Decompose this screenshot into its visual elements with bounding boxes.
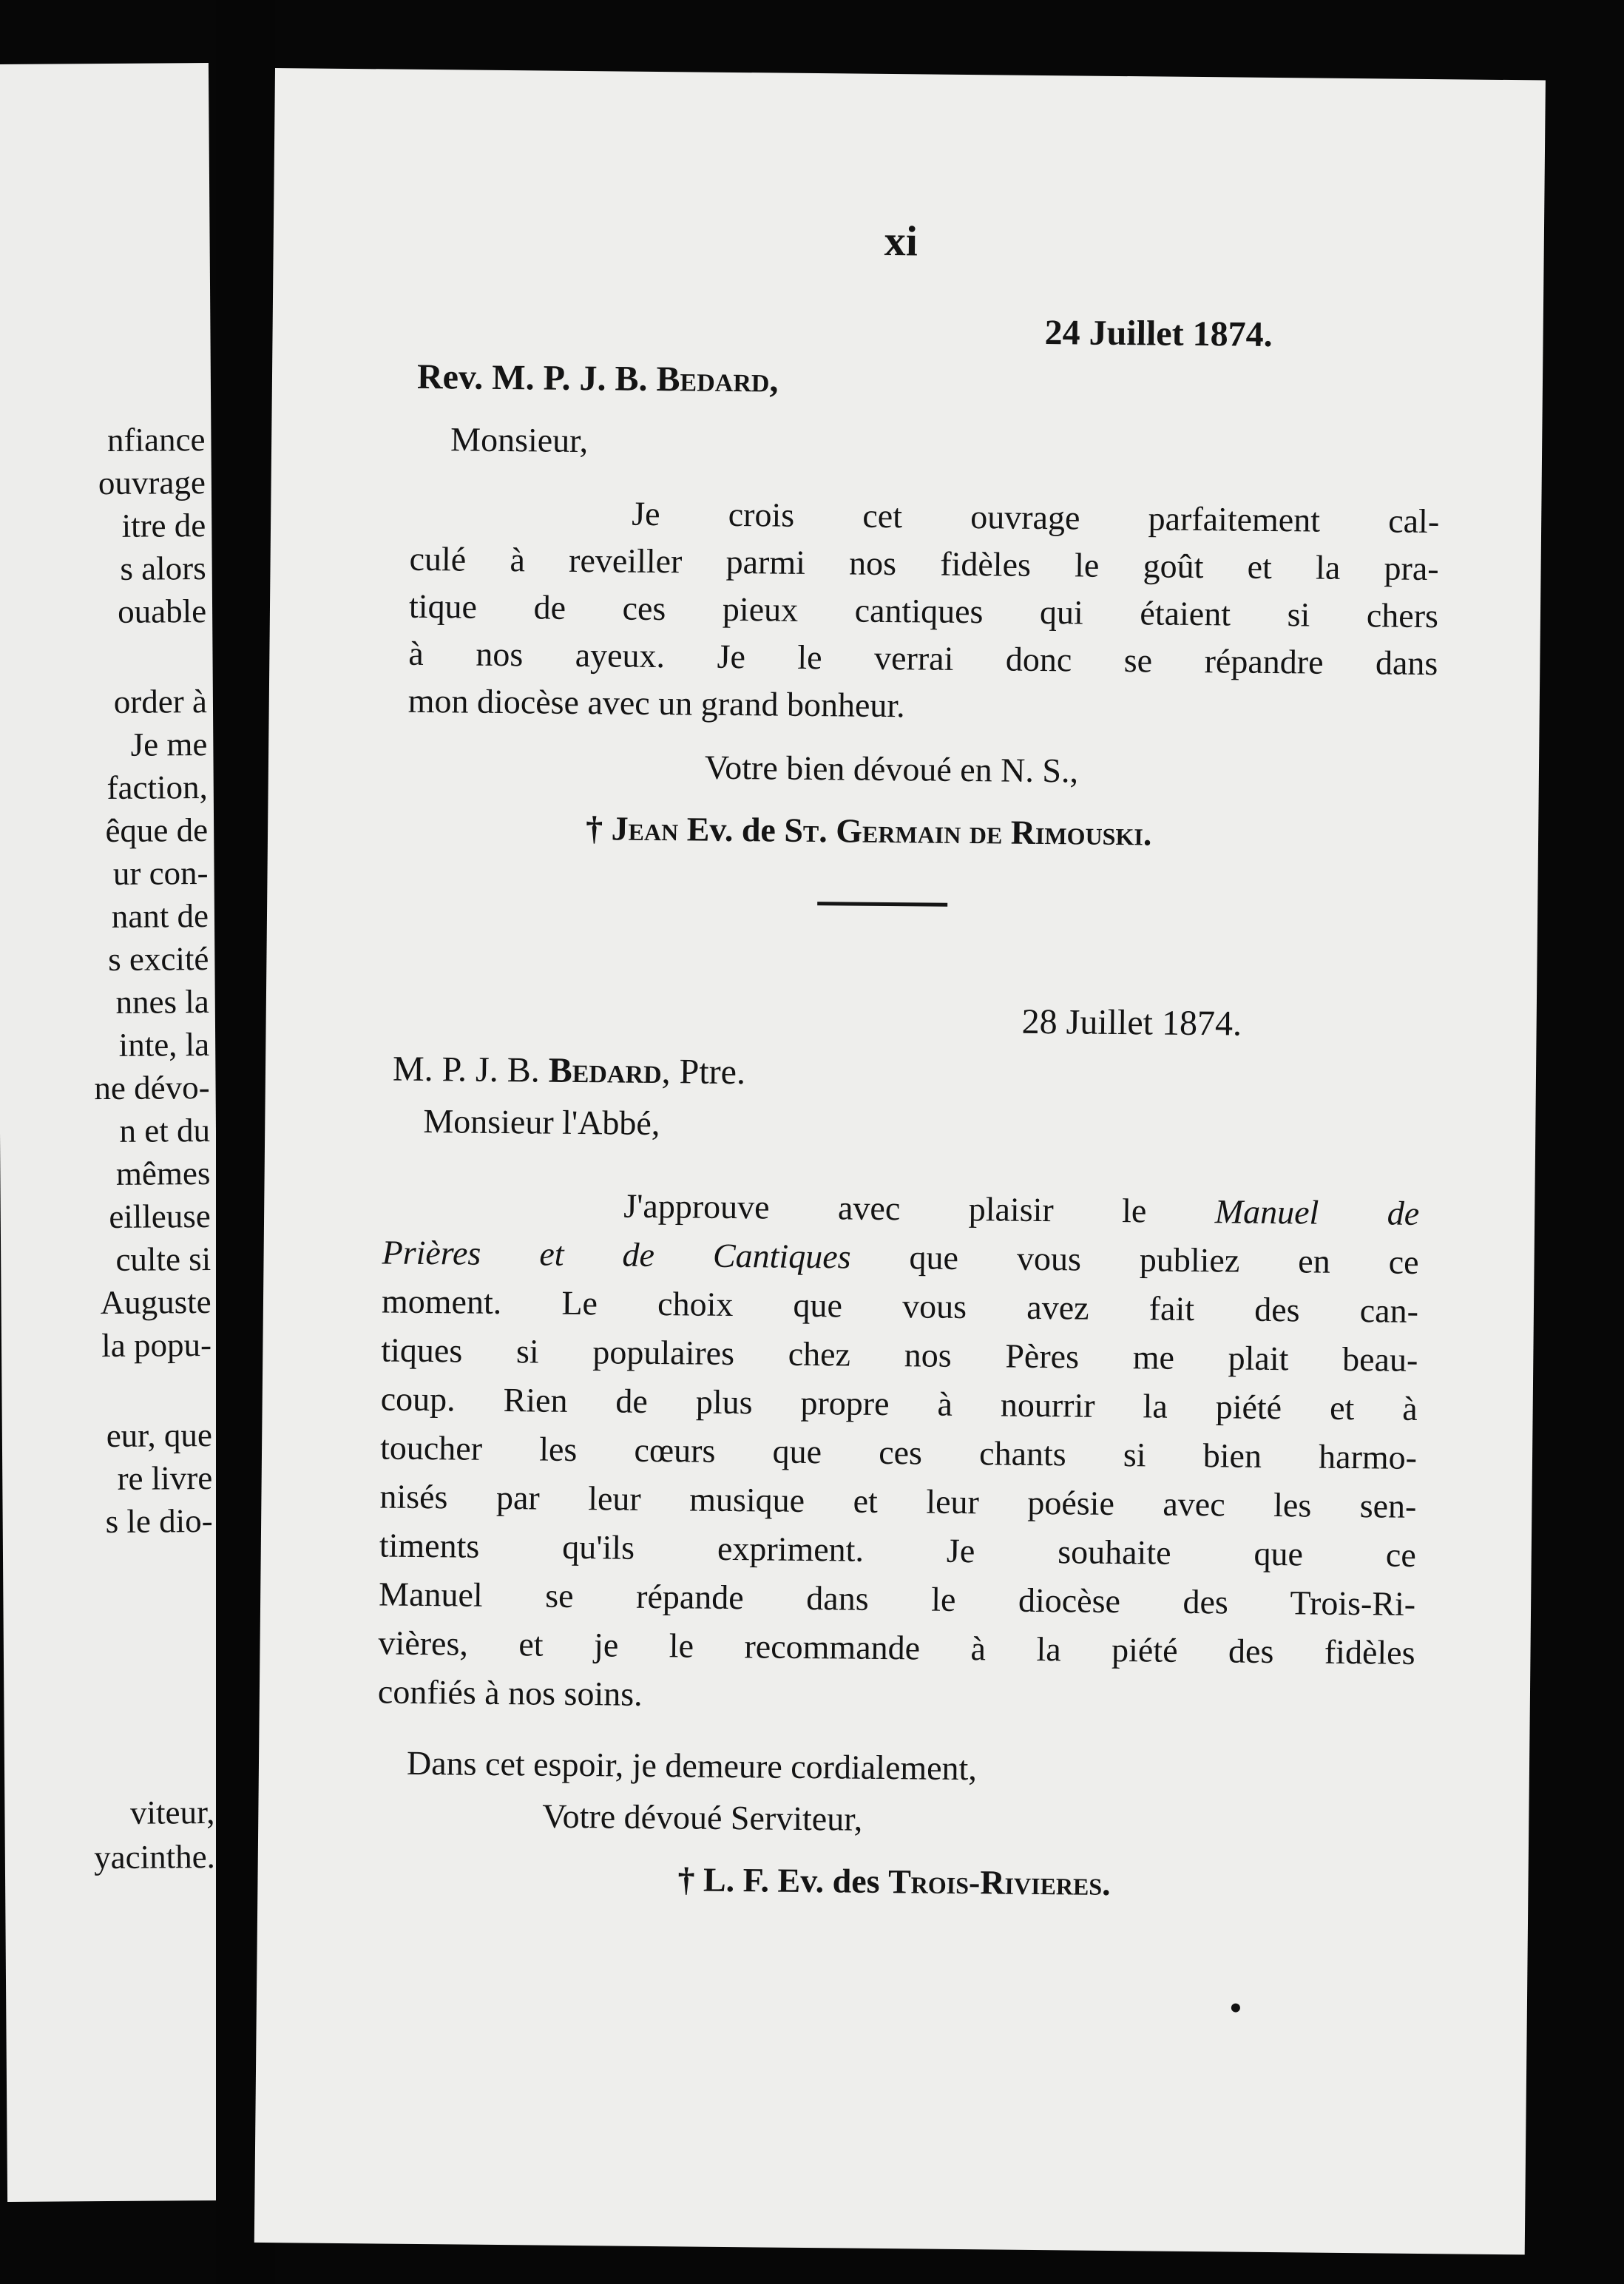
book-page — [254, 68, 1546, 2254]
letter1-body-line: à nos ayeux. Je le verrai donc se répandre dans — [408, 634, 1438, 683]
left-page-text-fragment: Auguste — [100, 1283, 212, 1322]
left-page-fragment — [0, 63, 223, 2202]
letter2-closing: Dans cet espoir, je demeure cordialement, — [406, 1743, 978, 1788]
letter2-body-line: Prières et de Cantiques que vous publiez en ce — [382, 1233, 1419, 1281]
letter2-body-line: J'approuve avec plaisir le Manuel de — [623, 1186, 1420, 1232]
letter2-body-line: moment. Le choix que vous avez fait des can- — [381, 1282, 1419, 1330]
left-page-text-fragment: s excité — [108, 940, 209, 978]
letter2-signature: † L. F. Ev. des Trois-Rivieres. — [677, 1860, 1111, 1902]
left-page-text-fragment: nant de — [111, 897, 209, 935]
letter1-closing: Votre bien dévoué en N. S., — [704, 748, 1079, 790]
left-page-text-fragment: ouvrage — [98, 464, 206, 502]
left-page-text-fragment: ne dévo- — [94, 1069, 210, 1107]
left-page-text-fragment: itre de — [121, 507, 206, 544]
letter1-date: 24 Juillet 1874. — [1044, 313, 1273, 354]
section-divider — [817, 902, 947, 907]
letter2-body-line: coup. Rien de plus propre à nourrir la piété et à — [380, 1379, 1418, 1428]
left-page-text-fragment: êque de — [105, 811, 209, 850]
left-page-text-fragment: Je me — [130, 726, 208, 763]
letter2-salutation: Monsieur l'Abbé, — [423, 1101, 660, 1143]
left-page-text-fragment: re livre — [117, 1459, 213, 1497]
letter1-body-line: tique de ces pieux cantiques qui étaient si chers — [408, 587, 1439, 635]
letter2-body-line: nisés par leur musique et leur poésie avec les sen- — [379, 1477, 1417, 1525]
letter1-body-line: culé à reveiller parmi nos fidèles le goût et la pra- — [409, 539, 1439, 588]
left-page-text-fragment: nfiance — [106, 421, 206, 459]
letter2-closing-serviteur: Votre dévoué Serviteur, — [542, 1797, 863, 1838]
letter2-body-line: toucher les cœurs que ces chants si bien harmo- — [379, 1428, 1418, 1476]
letter2-addressee: M. P. J. B. Bedard, Ptre. — [392, 1049, 746, 1092]
letter1-addressee: Rev. M. P. J. B. Bedard, — [416, 357, 779, 400]
left-page-text-fragment: s alors — [120, 550, 206, 587]
left-page-text-fragment: n et du — [119, 1112, 211, 1149]
left-page-text-fragment: order à — [113, 683, 208, 720]
left-page-text-fragment: viteur, — [129, 1794, 215, 1831]
left-page-text-fragment: s le dio- — [105, 1502, 213, 1541]
left-page-text-fragment: eur, que — [106, 1416, 213, 1455]
left-page-text-fragment: mêmes — [115, 1155, 211, 1192]
letter1-signature: † Jean Ev. de St. Germain de Rimouski. — [585, 809, 1152, 853]
ink-speck — [1231, 2004, 1240, 2013]
left-page-text-fragment: nnes la — [115, 983, 209, 1021]
letter2-date: 28 Juillet 1874. — [1021, 1001, 1242, 1044]
letter1-body-line: Je crois cet ouvrage parfaitement cal- — [631, 494, 1440, 541]
left-page-text-fragment: faction, — [106, 768, 208, 806]
letter2-body-line: tiques si populaires chez nos Pères me plait beau- — [381, 1331, 1418, 1379]
left-page-text-fragment: la popu- — [101, 1326, 212, 1365]
left-page-text-fragment: yacinthe. — [93, 1838, 216, 1876]
letter1-body-line: mon diocèse avec un grand bonheur. — [407, 681, 905, 725]
page-folio: xi — [884, 216, 918, 266]
left-page-text-fragment: inte, la — [118, 1026, 210, 1064]
letter1-salutation: Monsieur, — [450, 420, 589, 460]
letter2-body-line: confiés à nos soins. — [377, 1672, 643, 1713]
left-page-text-fragment: eilleuse — [109, 1197, 211, 1235]
left-page-text-fragment: culte si — [115, 1240, 212, 1278]
letter2-body-line: Manuel se répande dans le diocèse des Trois-Ri- — [378, 1575, 1416, 1623]
letter2-body-line: vières, et je le recommande à la piété des fidèles — [378, 1624, 1415, 1672]
left-page-text-fragment: ur con- — [112, 854, 209, 892]
letter2-body-line: timents qu'ils expriment. Je souhaite que ce — [379, 1526, 1417, 1574]
left-page-text-fragment: ouable — [117, 592, 207, 630]
